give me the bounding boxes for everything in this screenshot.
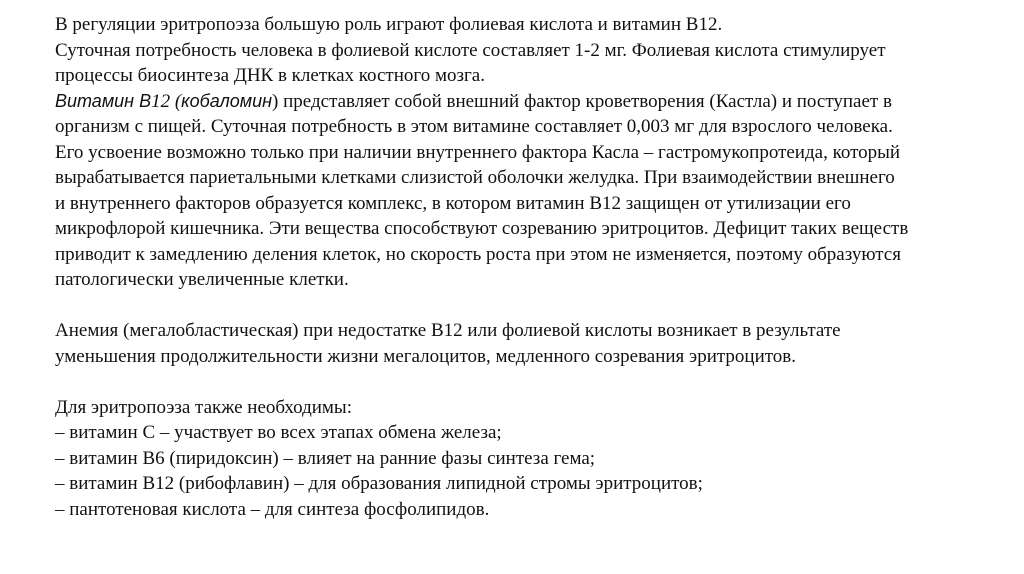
cobalamin-label: кобаломин — [181, 90, 273, 111]
list-item: – витамин В6 (пиридоксин) – влияет на ранние фазы синтеза гема; — [55, 447, 596, 469]
text-line: вырабатывается париетальными клетками слизистой оболочки желудка. При взаимодействии внешнего — [55, 167, 895, 188]
paragraph-gap — [55, 369, 1020, 395]
text-line: уменьшения продолжительности жизни мегалоцитов, медленного созревания эритроцитов. — [55, 345, 797, 367]
text-line: В регуляции эритропоэза большую роль играют фолиевая кислота и витамин В12. — [55, 14, 723, 35]
text-line: и внутреннего факторов образуется комплекс, в котором витамин В12 защищен от утилизации его — [55, 192, 851, 214]
text-line: организм с пищей. Суточная потребность в этом витамине составляет 0,003 мг для взрослого человека. — [55, 116, 893, 137]
text-line: патологически увеличенные клетки. — [55, 269, 349, 290]
vitamin-number: 12 ( — [151, 90, 182, 112]
paragraph-gap — [55, 293, 1020, 319]
text-line: Суточная потребность человека в фолиевой кислоте составляет 1-2 мг. Фолиевая кислота стимулирует — [55, 39, 886, 61]
vitamin-b12-line — [55, 89, 1020, 115]
list-item: – витамин В12 (рибофлавин) – для образования липидной стромы эритроцитов; — [55, 473, 703, 494]
slide-text — [55, 12, 1020, 522]
text-line: микрофлорой кишечника. Эти вещества способствуют созреванию эритроцитов. Дефицит таких веществ — [55, 218, 909, 239]
vitamin-label: Витамин В — [55, 90, 152, 111]
text-line: Анемия (мегалобластическая) при недостатке В12 или фолиевой кислоты возникает в результате — [55, 320, 841, 341]
list-heading: Для эритропоэза также необходимы: — [55, 396, 352, 418]
list-item: – витамин С – участвует во всех этапах обмена железа; — [55, 422, 502, 443]
vitamin-line-rest: ) представляет собой внешний фактор кроветворения (Кастла) и поступает в — [272, 90, 892, 112]
list-item: – пантотеновая кислота – для синтеза фосфолипидов. — [55, 498, 490, 520]
text-line: Его усвоение возможно только при наличии внутреннего фактора Касла – гастромукопротеида, который — [55, 141, 901, 163]
text-line: процессы биосинтеза ДНК в клетках костного мозга. — [55, 65, 485, 86]
text-line: приводит к замедлению деления клеток, но скорость роста при этом не изменяется, поэтому образуются — [55, 243, 901, 265]
